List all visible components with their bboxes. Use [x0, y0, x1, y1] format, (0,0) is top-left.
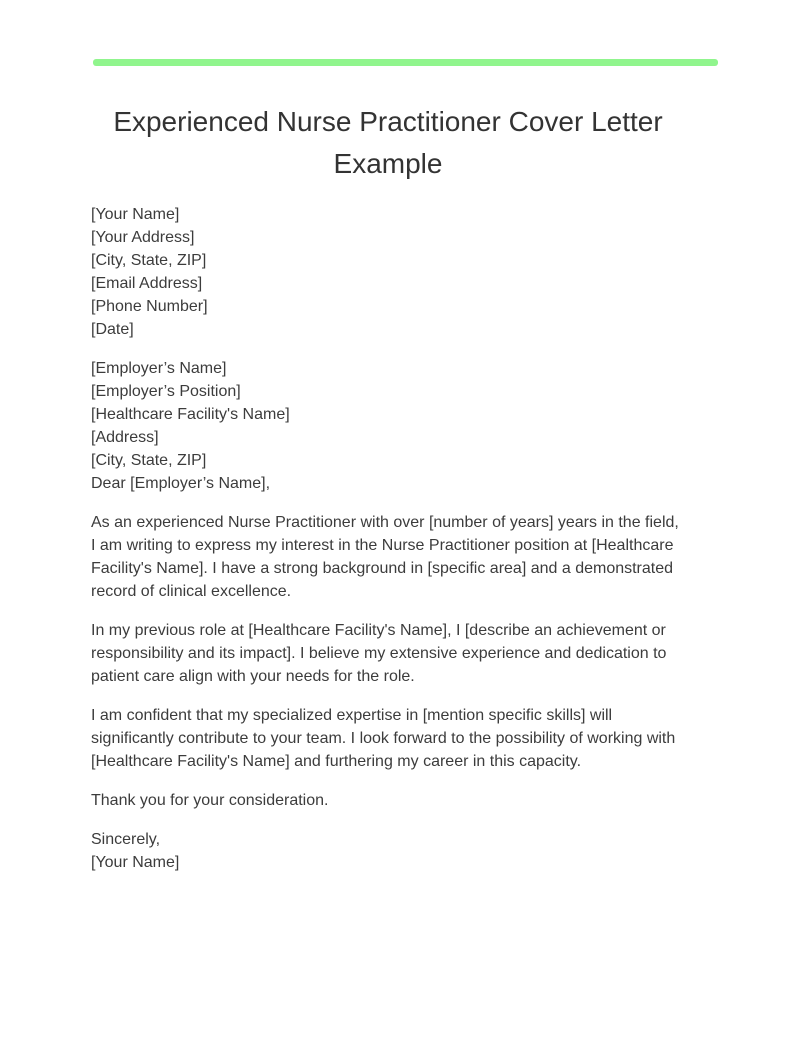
- paragraph-intro: [91, 511, 691, 603]
- recipient-city-state-zip: [City, State, ZIP]: [91, 452, 207, 469]
- paragraph-line: As an experienced Nurse Practitioner with over [number of years] years in the field,: [91, 514, 679, 531]
- salutation: Dear [Employer’s Name],: [91, 475, 271, 492]
- paragraph-line: [Healthcare Facility's Name] and furthering my career in this capacity.: [91, 753, 582, 770]
- paragraph-line: In my previous role at [Healthcare Facility's Name], I [describe an achievement or: [91, 622, 666, 639]
- closing-block: [91, 828, 691, 874]
- recipient-address: [Address]: [91, 429, 159, 446]
- signature-name: [Your Name]: [91, 854, 180, 871]
- letter-date: [Date]: [91, 321, 134, 338]
- sender-phone: [Phone Number]: [91, 298, 208, 315]
- paragraph-line: I am writing to express my interest in the Nurse Practitioner position at [Healthcare: [91, 537, 674, 554]
- paragraph-line: record of clinical excellence.: [91, 583, 292, 600]
- valediction: Sincerely,: [91, 831, 161, 848]
- recipient-facility: [Healthcare Facility's Name]: [91, 406, 290, 423]
- page-title: Experienced Nurse Practitioner Cover Letter Example: [113, 106, 663, 179]
- paragraph-line: responsibility and its impact]. I believe my extensive experience and dedication to: [91, 645, 667, 662]
- recipient-position: [Employer’s Position]: [91, 383, 241, 400]
- recipient-name: [Employer’s Name]: [91, 360, 227, 377]
- sender-block: [91, 203, 691, 341]
- sender-name: [Your Name]: [91, 206, 180, 223]
- paragraph-line: Facility's Name]. I have a strong background in [specific area] and a demonstrated: [91, 560, 674, 577]
- accent-bar: [93, 59, 718, 66]
- thanks-line: Thank you for your consideration.: [91, 792, 329, 809]
- letter-body: [91, 203, 691, 890]
- paragraph-experience: [91, 619, 691, 688]
- paragraph-line: I am confident that my specialized expertise in [mention specific skills] will: [91, 707, 613, 724]
- paragraph-line: significantly contribute to your team. I look forward to the possibility of working with: [91, 730, 676, 747]
- sender-city-state-zip: [City, State, ZIP]: [91, 252, 207, 269]
- paragraph-thanks: [91, 789, 691, 812]
- sender-email: [Email Address]: [91, 275, 203, 292]
- paragraph-confidence: [91, 704, 691, 773]
- sender-address: [Your Address]: [91, 229, 195, 246]
- recipient-block: [91, 357, 691, 495]
- paragraph-line: patient care align with your needs for the role.: [91, 668, 415, 685]
